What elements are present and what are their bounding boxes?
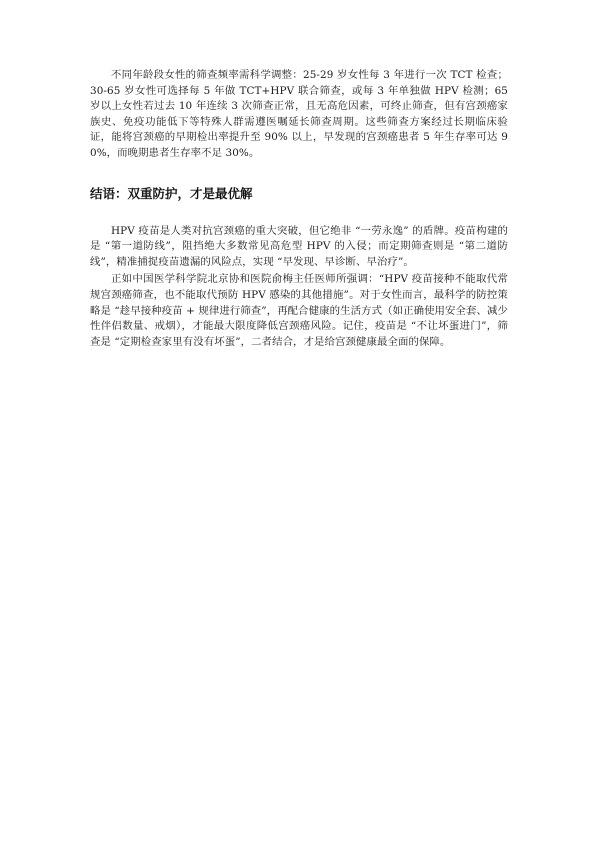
- document-body: [90, 68, 508, 350]
- screening-frequency-paragraph: 不同年龄段女性的筛查频率需科学调整：25-29 岁女性每 3 年进行一次 TCT 检查；30-65 岁女性可选择每 5 年做 TCT+HPV 联合筛查，或每 3 年单独做 HPV 检测；65 岁以上女性若过去 10 年连续 3 次筛查正常，且无高危因素，可终止筛查，但有宫颈癌家族史、免疫功能低下等特殊人群需遵医嘱延长筛查周期。这些筛查方案经过长期临床验证，能将宫颈癌的早期检出率提升至 90% 以上，早发现的宫颈癌患者 5 年生存率可达 90%，而晚期患者生存率不足 30%。: [90, 69, 508, 159]
- conclusion-heading: 结语：双重防护，才是最优解: [90, 185, 253, 201]
- expert-quote-paragraph: 正如中国医学科学院北京协和医院俞梅主任医师所强调：“HPV 疫苗接种不能取代常规宫颈癌筛查，也不能取代预防 HPV 感染的其他措施”。对于女性而言，最科学的防控策略是 “趁早接种疫苗 + 规律进行筛查”，再配合健康的生活方式（如正确使用安全套、减少性伴侣数量、戒烟），才能最大限度降低宫颈癌风险。记住，疫苗是 “不让坏蛋进门”，筛查是 “定期检查家里有没有坏蛋”，二者结合，才是给宫颈健康最全面的保障。: [90, 273, 508, 348]
- vaccine-defense-paragraph: HPV 疫苗是人类对抗宫颈癌的重大突破，但它绝非 “一劳永逸” 的盾牌。疫苗构建的是 “第一道防线”，阻挡绝大多数常见高危型 HPV 的入侵；而定期筛查则是 “第二道防线”，精准捕捉疫苗遗漏的风险点，实现 “早发现、早诊断、早治疗”。: [90, 224, 508, 268]
